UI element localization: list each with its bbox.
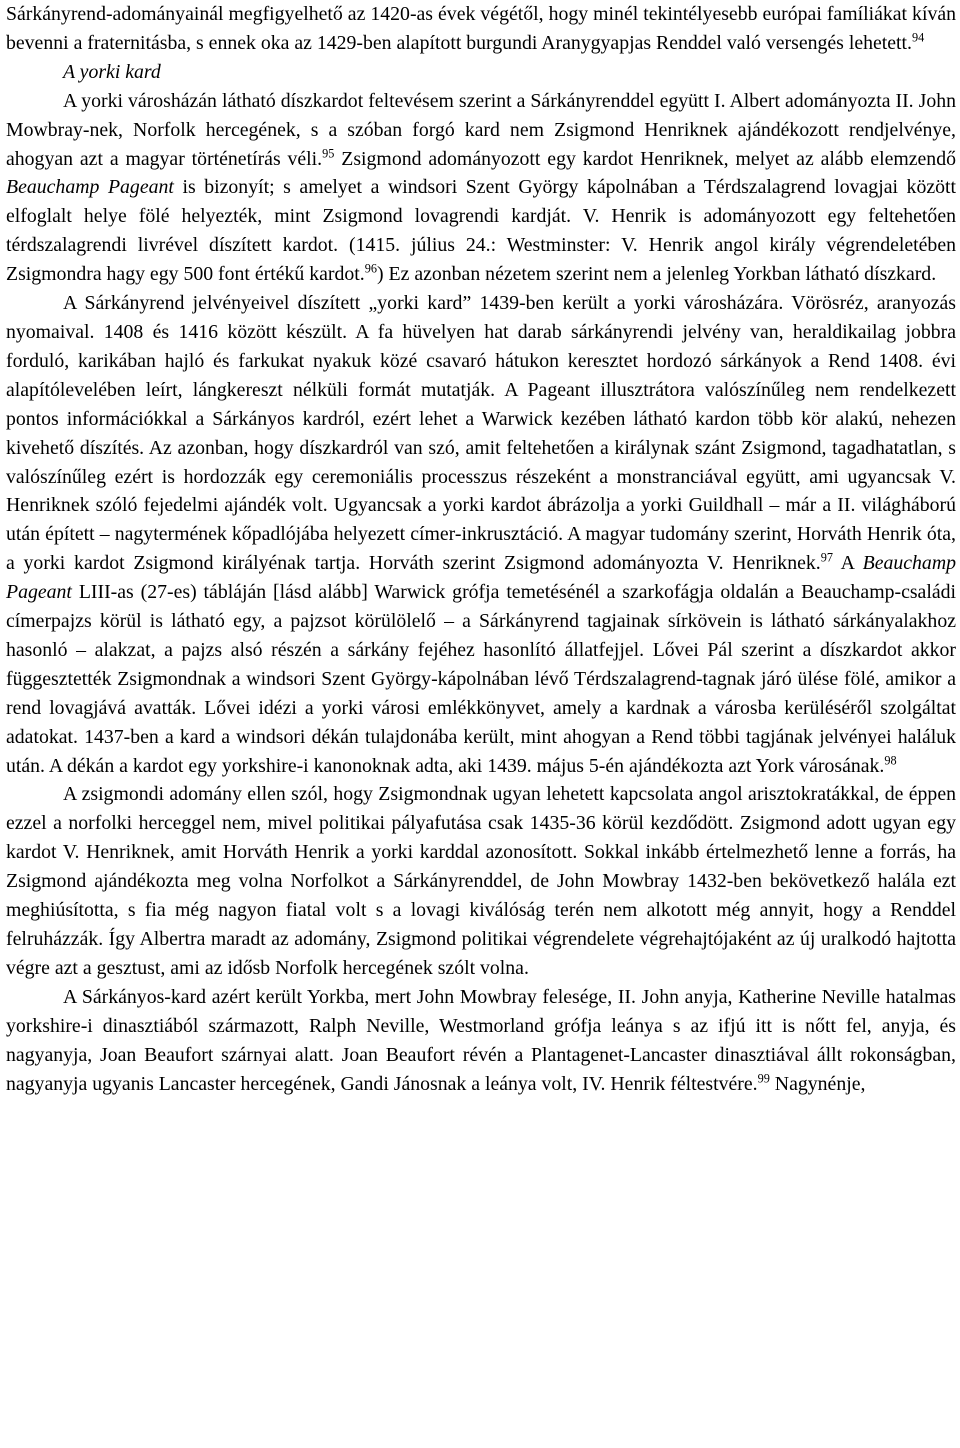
text-run: A [832, 552, 863, 575]
paragraph [6, 289, 956, 780]
paragraph [6, 87, 956, 289]
text-run: A zsigmondi adomány ellen szól, hogy Zsigmondnak ugyan lehetett kapcsolata angol arisztokratákkal, de éppen ezzel a norfolki herceggel nem, mivel politikai pályafutása csak 1435-36 körül kezdődött. Zsigmond adott ugyan egy kardot V. Henriknek, amit Horváth Henrik a yorki karddal azonosított. Sokkal inkább értelmezhető lenne a forrás, ha Zsigmond ajándékozta meg volna Norfolkot a Sárkányrenddel, de John Mowbray 1432-ben bekövetkező halála ezt meghiúsította, s fia még nagyon fiatal volt s a lovagi kiválóság terén nem alkotott még annyit, hogy a Renddel felruházzák. Így Albertra maradt az adomány, Zsigmond politikai végrendelete végrehajtójaként az új uralkodó hajtotta végre azt a gesztust, ami az idősb Norfolk hercegének szólt volna. [6, 783, 956, 979]
paragraph [6, 780, 956, 982]
footnote-ref: 98 [884, 752, 897, 767]
section-heading [6, 58, 956, 87]
paragraph [6, 983, 956, 1099]
footnote-ref: 99 [757, 1070, 770, 1085]
paragraph [6, 0, 956, 58]
text-run: Nagynénje, [769, 1072, 866, 1095]
text-run: Sárkányrend-adományainál megfigyelhető az 1420-as évek végétől, hogy minél tekintélyesebb európai famíliákat kíván bevenni a fraternitásba, s ennek oka az 1429-ben alapított burgundi Aranygyapjas Renddel való versengés lehetett. [6, 3, 956, 54]
text-run: A Sárkányos-kard azért került Yorkba, mert John Mowbray felesége, II. John anyja, Katherine Neville hatalmas yorkshire-i dinasztiából származott, Ralph Neville, Westmorland grófja leánya s az ifjú itt is nőtt fel, anyja, és nagyanyja, Joan Beaufort szárnyai alatt. Joan Beaufort révén a Plantagenet-Lancaster dinasztiával állt rokonságban, nagyanyja ugyanis Lancaster hercegének, Gandi Jánosnak a leánya volt, IV. Henrik féltestvére. [6, 985, 956, 1095]
heading-text: A yorki kard [63, 60, 161, 83]
footnote-ref: 96 [364, 261, 377, 276]
italic-title: Beauchamp Pageant [6, 552, 956, 604]
italic-title: Beauchamp Pageant [6, 176, 174, 199]
text-run: ) Ez azonban nézetem szerint nem a jelenleg Yorkban látható díszkard. [376, 263, 937, 286]
text-run: LIII-as (27-es) tábláján [lásd alább] Warwick grófja temetésénél a szarkofágja oldalán a Beauchamp-családi címerpajzs körül is látható egy, a pajzsot körülölelő – a Sárkányrend tagjainak sírkövein is látható sárkányalakhoz hasonló – alakzat, a pajzs alsó részén a sárkány fejéhez hasonlító állatfejjel. Lővei Pál szerint a díszkardot akkor függesztették Zsigmondnak a windsori Szent György-kápolnában lévő Térdszalagrend-tagnak járó ülése fölé, amikor a rend lovagjává avatták. Lővei idézi a yorki városi emlékkönyvet, amely a kardnak a városba kerüléséről szolgáltat adatokat. 1437-ben a kard a windsori dékán tulajdonába került, mint ahogyan a Rend többi tagjának jelvényei haláluk után. A dékán a kardot egy yorkshire-i kanonoknak adta, aki 1439. május 5-én ajándékozta azt York városának. [6, 581, 956, 777]
footnote-ref: 95 [322, 145, 335, 160]
document-body [6, 0, 956, 1098]
footnote-ref: 97 [820, 550, 833, 565]
text-run: is bizonyít; s amelyet a windsori Szent György kápolnában a Térdszalagrend lovagjai között elfoglalt helye fölé helyezték, mint Zsigmond lovagrendi kardját. V. Henrik is adományozott egy feltehetően térdszalagrendi livrével díszített kardot. (1415. július 24.: Westminster: V. Henrik angol király végrendeletében Zsigmondra hagy egy 500 font értékű kardot. [6, 176, 956, 286]
footnote-ref: 94 [911, 30, 925, 45]
text-run: A yorki városházán látható díszkardot feltevésem szerint a Sárkányrenddel együtt I. Albert adományozta II. John Mowbray-nek, Norfolk hercegének, s a szóban forgó kard nem Zsigmond Henriknek ajándékozott rendjelvénye, ahogyan azt a magyar történetírás véli. [6, 89, 956, 170]
text-run: Zsigmond adományozott egy kardot Henriknek, melyet az alább elemzendő [334, 147, 956, 170]
text-run: A Sárkányrend jelvényeivel díszített „yorki kard” 1439-ben került a yorki városházára. Vörösréz, aranyozás nyomaival. 1408 és 1416 között készült. A fa hüvelyen hat darab sárkányrendi jelvény van, heraldikailag jobbra forduló, karikában hajló és farkukat nyakuk közé csavaró hátukon keresztet hordozó sárkányok a Rend 1408. évi alapítólevelében leírt, lángkereszt nélküli formát mutatják. A Pageant illusztrátora valószínűleg nem rendelkezett pontos információkkal a Sárkányos kardról, ezért lehet a Warwick kezében látható kardon több kör alakú, nehezen kivehető díszítés. Az azonban, hogy díszkardról van szó, amit feltehetően a királynak szánt Zsigmond, tagadhatatlan, s valószínűleg ezért is hordozzák egy ceremoniális processzus részeként a monstranciával együtt, ami ugyancsak V. Henriknek szóló fejedelmi ajándék volt. Ugyancsak a yorki kardot ábrázolja a yorki Guildhall – már a II. világháború után épített – nagytermének kőpadlójába helyezett címer-inkrusztáció. A magyar tudomány szerint, Horváth Henrik óta, a yorki kardot Zsigmond királyénak tartja. Horváth szerint Zsigmond adományozta V. Henriknek. [6, 292, 956, 575]
